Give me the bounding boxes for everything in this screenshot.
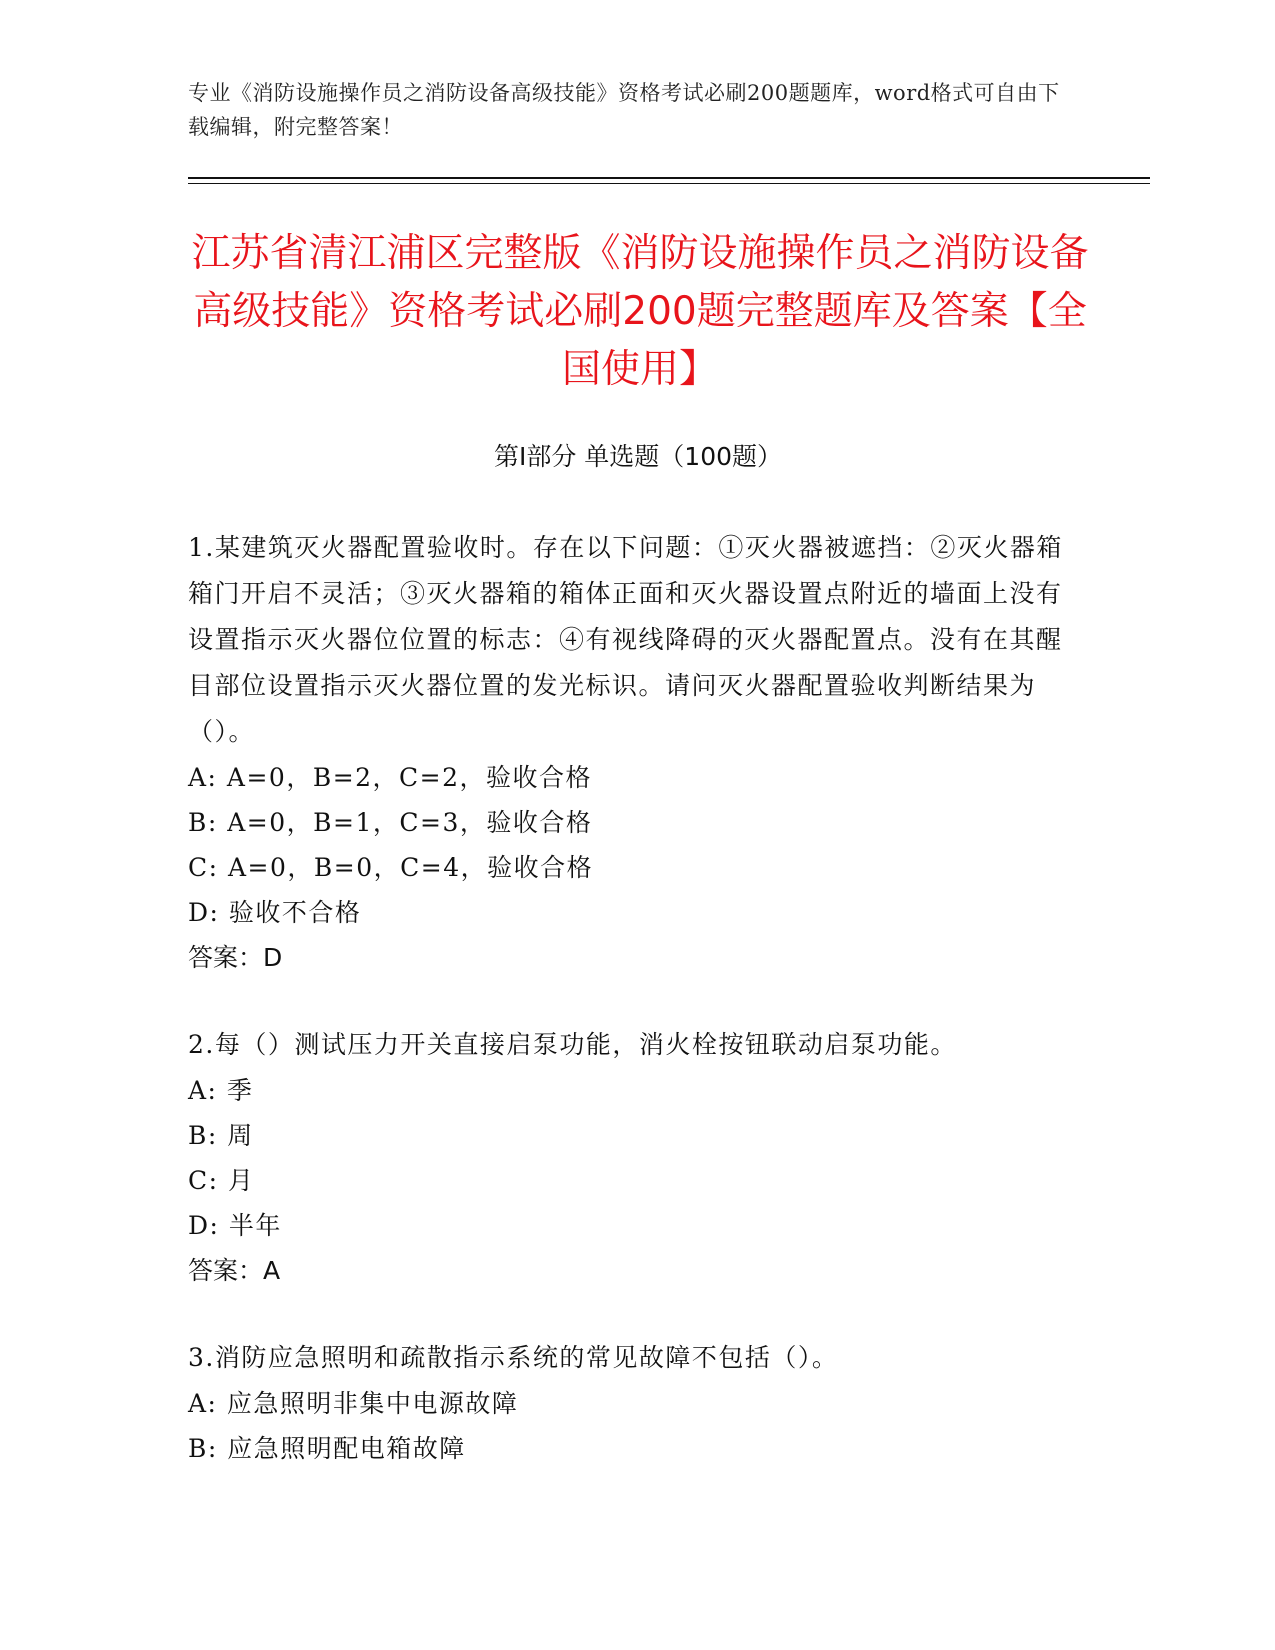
option-a: A: 应急照明非集中电源故障 bbox=[188, 1389, 519, 1418]
question-3 bbox=[188, 1335, 1068, 1471]
option-b: B: 周 bbox=[188, 1121, 254, 1150]
question-2 bbox=[188, 1022, 1068, 1293]
option-b: B: A=0，B=1，C=3，验收合格 bbox=[188, 808, 593, 837]
option-c: C: A=0，B=0，C=4，验收合格 bbox=[188, 853, 594, 882]
header-rule-thick bbox=[188, 177, 1150, 179]
header-rule-thin bbox=[188, 183, 1150, 184]
question-1 bbox=[188, 525, 1068, 980]
option-c: C: 月 bbox=[188, 1166, 255, 1195]
question-stem: 3.消防应急照明和疏散指示系统的常见故障不包括（）。 bbox=[188, 1343, 839, 1372]
option-b: B: 应急照明配电箱故障 bbox=[188, 1434, 466, 1463]
section-heading: 第Ⅰ部分 单选题（100题） bbox=[493, 442, 783, 471]
option-d: D: 验收不合格 bbox=[188, 898, 362, 927]
header-note: 专业《消防设施操作员之消防设备高级技能》资格考试必刷200题题库，word格式可自由下载编辑，附完整答案！ bbox=[188, 81, 1060, 139]
option-a: A: 季 bbox=[188, 1076, 254, 1105]
option-a: A: A=0，B=2，C=2，验收合格 bbox=[188, 763, 593, 792]
option-d: D: 半年 bbox=[188, 1211, 282, 1240]
answer-line: 答案：A bbox=[188, 1256, 281, 1285]
question-list bbox=[188, 525, 1068, 1513]
question-stem: 1.某建筑灭火器配置验收时。存在以下问题：①灭火器被遮挡：②灭火器箱箱门开启不灵活；③灭火器箱的箱体正面和灭火器设置点附近的墙面上没有设置指示灭火器位位置的标志：④有视线降碍的灭火器配置点。没有在其醒目部位设置指示灭火器位置的发光标识。请问灭火器配置验收判断结果为（）。 bbox=[188, 533, 1063, 746]
answer-line: 答案：D bbox=[188, 943, 283, 972]
document-title: 江苏省清江浦区完整版《消防设施操作员之消防设备高级技能》资格考试必刷200题完整题库及答案【全国使用】 bbox=[191, 231, 1089, 392]
question-stem: 2.每（）测试压力开关直接启泵功能，消火栓按钮联动启泵功能。 bbox=[188, 1030, 957, 1059]
